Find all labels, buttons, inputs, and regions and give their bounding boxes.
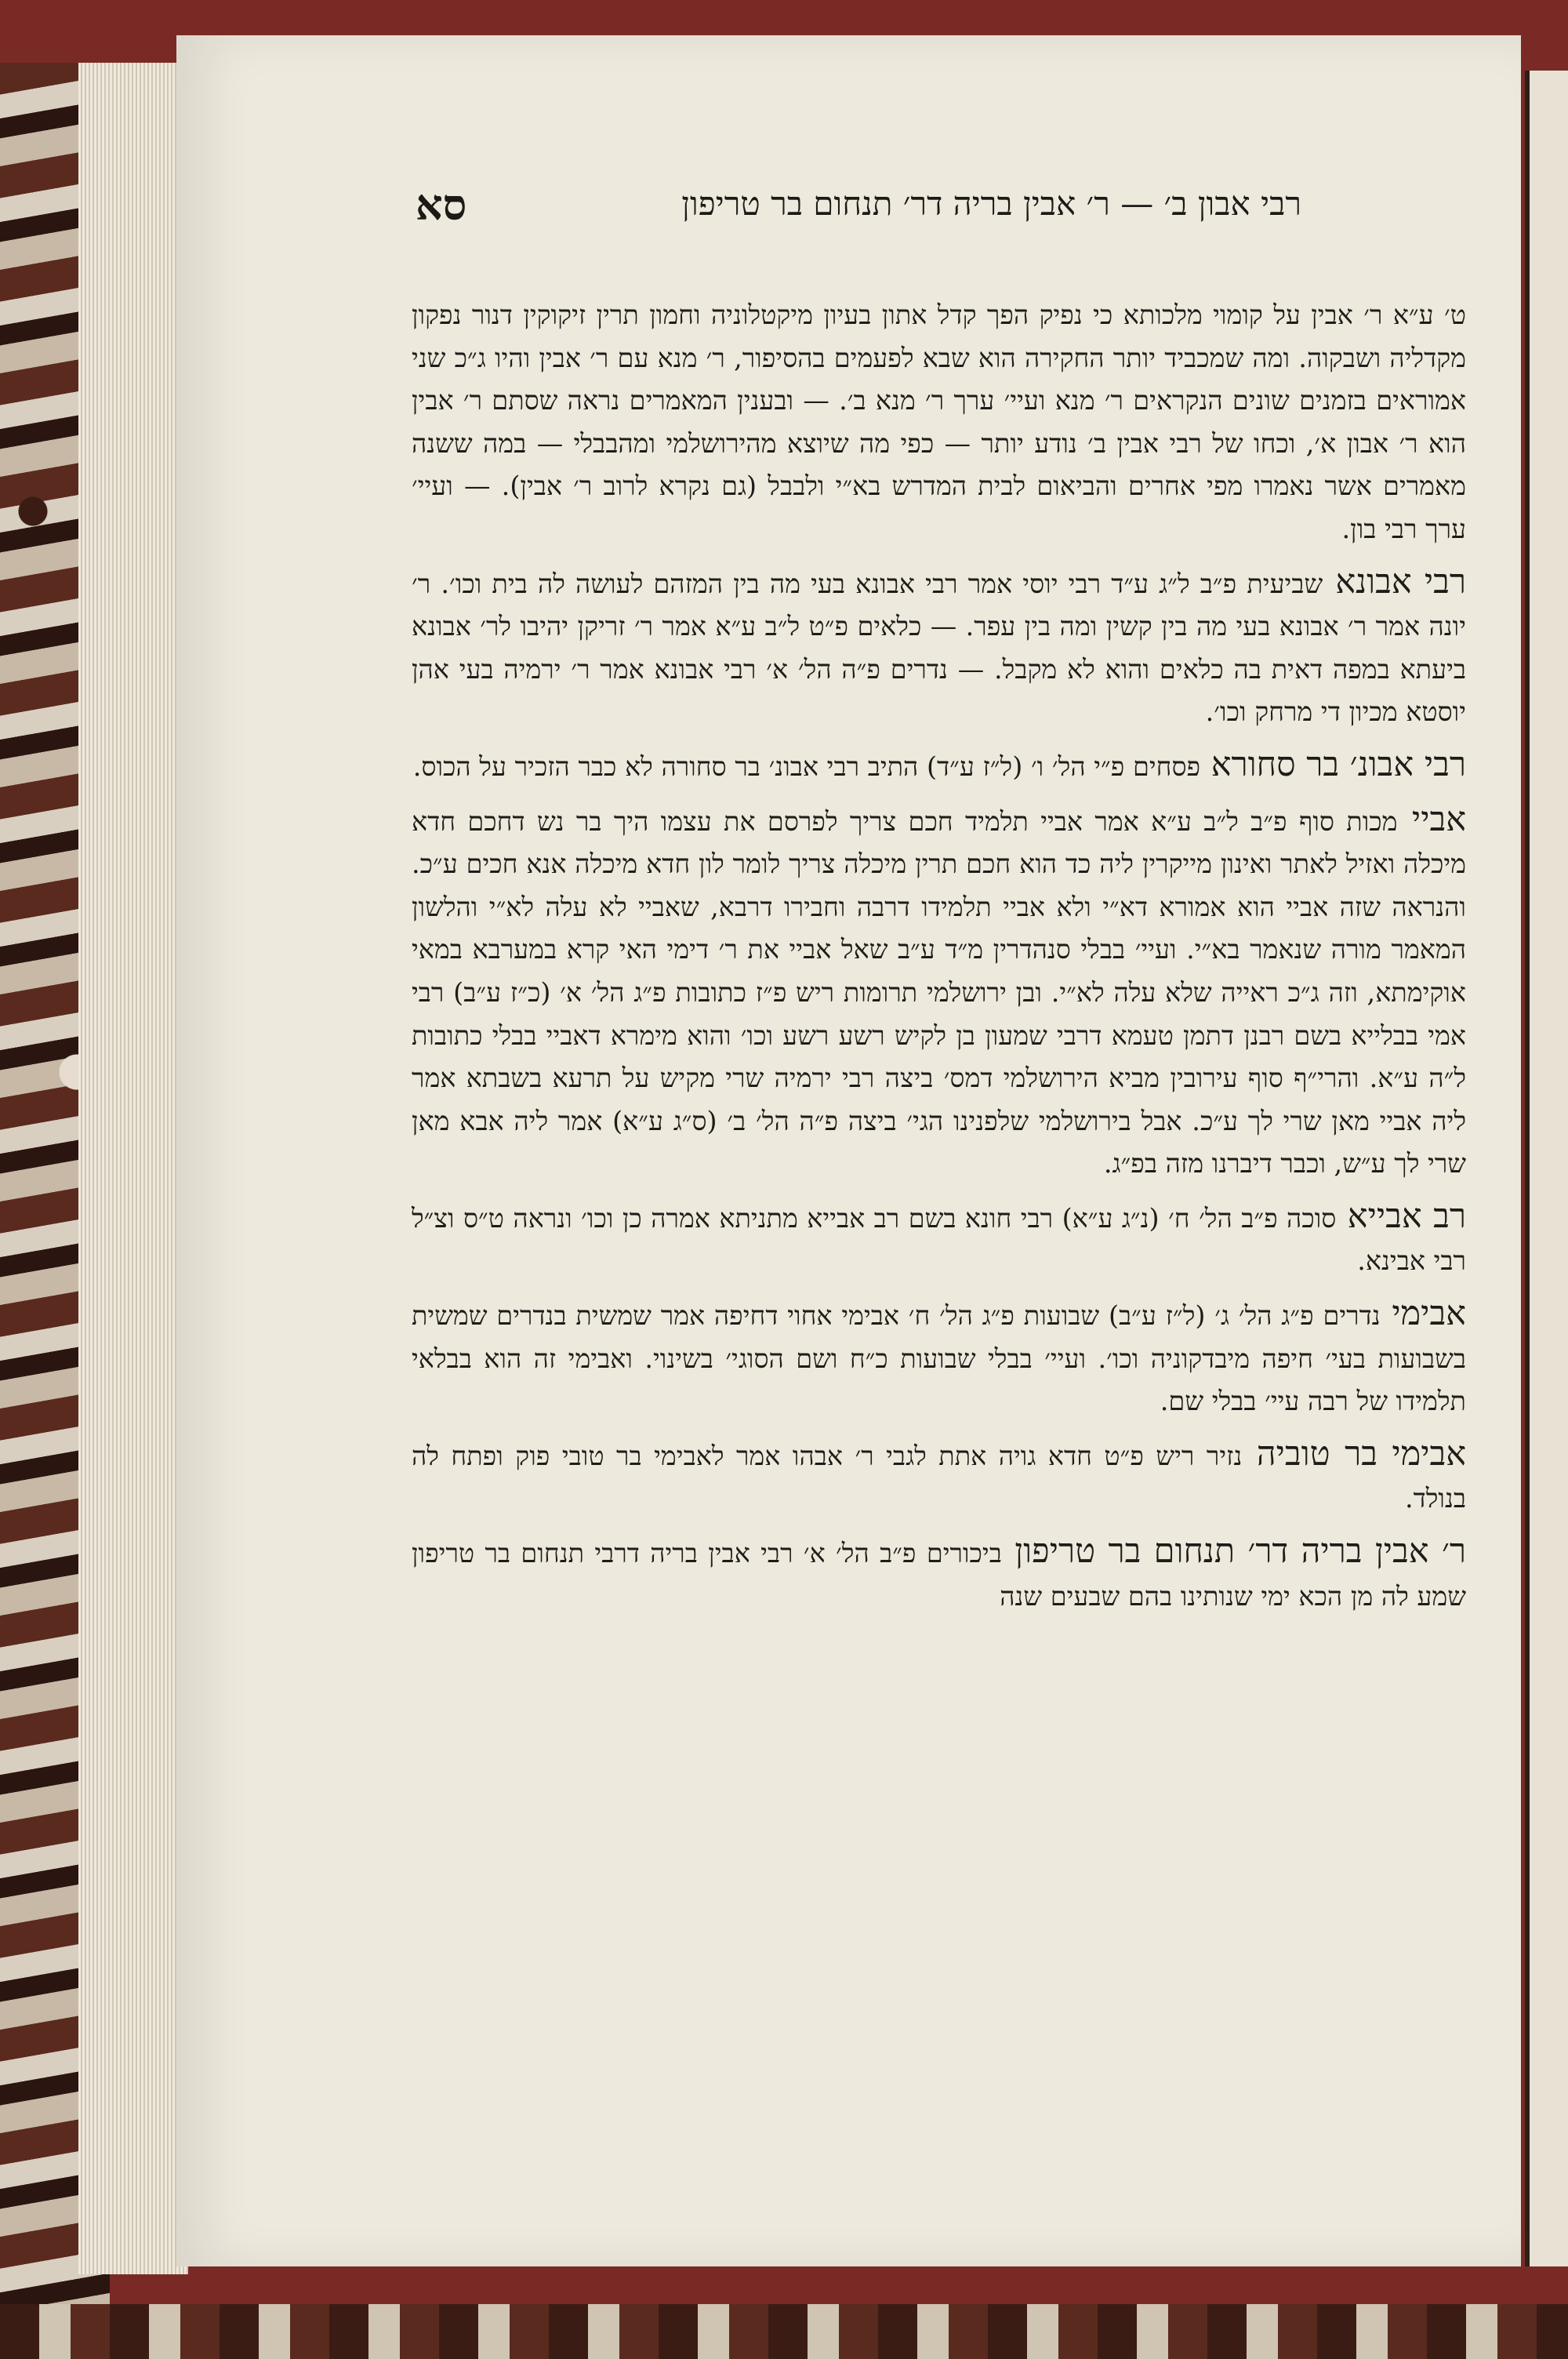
paragraph-text: שביעית פ״ב ל״ג ע״ד רבי יוסי אמר רבי אבונא בעי מה בין המזהם לעושה לה בית וכו׳. ר׳ יונה אמר ר׳ אבונא בעי מה בין קשין ומה בין עפר. — כלאים פ״ט ל״ב ע״א אמר ר׳ זריקן יהיבו לר׳ אבונא ביעתא במפה דאית בה כלאים והוא לא מקבל. — נדרים פ״ה הל׳ א׳ רבי אבונא אמר ר׳ ירמיה בעי אהן יוסטא מכיון די מרחק וכו׳. bbox=[412, 568, 1466, 728]
page-body bbox=[412, 294, 1466, 1627]
entry-heading: אבימי bbox=[1380, 1294, 1466, 1334]
paragraph-text: מכות סוף פ״ב ל״ב ע״א אמר אביי תלמיד חכם צריך לפרסם את עצמו היך בר נש דחכם חדא מיכלה ואזיל לאתר ואינון מייקרין ליה כד הוא חכם תרין מיכלה צריך לומר לון חדא מיכלה אנא חכים ע״כ. והנראה שזה אביי הוא אמורא דא״י ולא אביי תלמידו דרבה וחבירו דרבא, שאביי לא עלה לא״י והלשון המאמר מורה שנאמר בא״י. ועיי׳ בבלי סנהדרין מ״ד ע״ב שאל אביי את ר׳ דימי האי קרא במערבא במאי אוקימתא, וזה ג״כ ראייה שלא עלה לא״י. ובן ירושלמי תרומות ריש פ״ז כתובות פ״ג הל׳ א׳ (כ״ז ע״ב) רבי אמי בבלייא בשם רבנן דתמן טעמא דרבי שמעון בן לקיש רשע רשע וכו׳ והוא מימרא דאביי בבלי כתובות ל״ה ע״א. והרי״ף סוף עירובין מביא הירושלמי דמס׳ ביצה רבי ירמיה שרי מקיש על תרעא בשבתא אמר ליה אביי מאן שרי לך ע״כ. אבל בירושלמי שלפנינו הגי׳ ביצה פ״ה הל׳ ב׳ (ס״ג ע״א) אמר ליה אבא מאן שרי לך ע״ש, וכבר דיברנו מזה בפ״ג. bbox=[412, 805, 1466, 1180]
entry-heading: רבי אבונ׳ בר סחורא bbox=[1200, 744, 1466, 784]
paragraph bbox=[412, 798, 1466, 1186]
paragraph-text: ט׳ ע״א ר׳ אבין על קומוי מלכותא כי נפיק הפך קדל אתון בעיון מיקטלוניה וחמון תרין זיקוקין דנור נפקון מקדליה ושבקוה. ומה שמכביד יותר החקירה הוא שבא לפעמים בהסיפור, ר׳ מנא עם ר׳ אבין והיו ג״כ שני אמוראים בזמנים שונים הנקראים ר׳ מנא ועיי׳ ערך ר׳ מנא ב׳. — ובענין המאמרים נראה שסתם ר׳ אבין הוא ר׳ אבון א׳, וכחו של רבי אבין ב׳ נודע יותר — כפי מה שיוצא מהירושלמי ומהבבלי — במה ששנה מאמרים אשר נאמרו מפי אחרים והביאום לבית המדרש בא״י ולבבל (גם נקרא לרוב ר׳ אבין). — ועיי׳ ערך רבי בון. bbox=[412, 300, 1466, 544]
entry-heading: רבי אבונא bbox=[1323, 562, 1466, 602]
entry-heading: ר׳ אבין בריה דר׳ תנחום בר טריפון bbox=[1001, 1532, 1466, 1572]
paragraph bbox=[412, 294, 1466, 551]
page-stack-edge bbox=[78, 63, 188, 2274]
entry-heading: רב אבייא bbox=[1336, 1196, 1466, 1236]
running-header bbox=[416, 180, 1301, 239]
paragraph-text: פסחים פ״י הל׳ ו׳ (ל״ז ע״ד) התיב רבי אבונ׳ בר סחורה לא כבר הזכיר על הכוס. bbox=[412, 751, 1201, 782]
paragraph bbox=[412, 1195, 1466, 1283]
facing-page-edge bbox=[1525, 71, 1568, 2266]
paragraph-text: סוכה פ״ב הל׳ ח׳ (נ״ג ע״א) רבי חונא בשם רב אבייא מתניתא אמרה כן וכו׳ ונראה ט״ס וצ״ל רבי אבינא. bbox=[412, 1202, 1466, 1277]
running-title: רבי אבון ב׳ — ר׳ אבין בריה דר׳ תנחום בר טריפון bbox=[681, 184, 1301, 223]
paragraph bbox=[412, 1433, 1466, 1521]
paragraph bbox=[412, 561, 1466, 734]
entry-heading: אבימי בר טוביה bbox=[1242, 1434, 1467, 1474]
entry-heading: אביי bbox=[1397, 799, 1466, 839]
paragraph bbox=[412, 1530, 1466, 1618]
paragraph bbox=[412, 1292, 1466, 1423]
paragraph-text: נדרים פ״ג הל׳ ג׳ (ל״ז ע״ב) שבועות פ״ג הל׳ ח׳ אבימי אחוי דחיפה אמר שמשית בנדרים שמשית בשבועות בעי׳ חיפה מיבדקוניה וכו׳. ועיי׳ בבלי שבועות כ״ח ושם הסוגי׳ בשינוי. ואבימי זה הוא בבלאי תלמידו של רבה עיי׳ בבלי שם. bbox=[412, 1300, 1466, 1417]
paragraph bbox=[412, 743, 1466, 789]
paragraph-text: ביכורים פ״ב הל׳ א׳ רבי אבין בריה דרבי תנחום בר טריפון שמע לה מן הכא ימי שנותינו בהם שבעים שנה bbox=[412, 1538, 1466, 1612]
paragraph-text: נזיר ריש פ״ט חדא גויה אתת לגבי ר׳ אבהו אמר לאבימי בר טובי פוק ופתח לה בנולד. bbox=[412, 1440, 1466, 1514]
page-number: סא bbox=[416, 180, 467, 230]
book-cover-bottom bbox=[0, 2304, 1568, 2359]
